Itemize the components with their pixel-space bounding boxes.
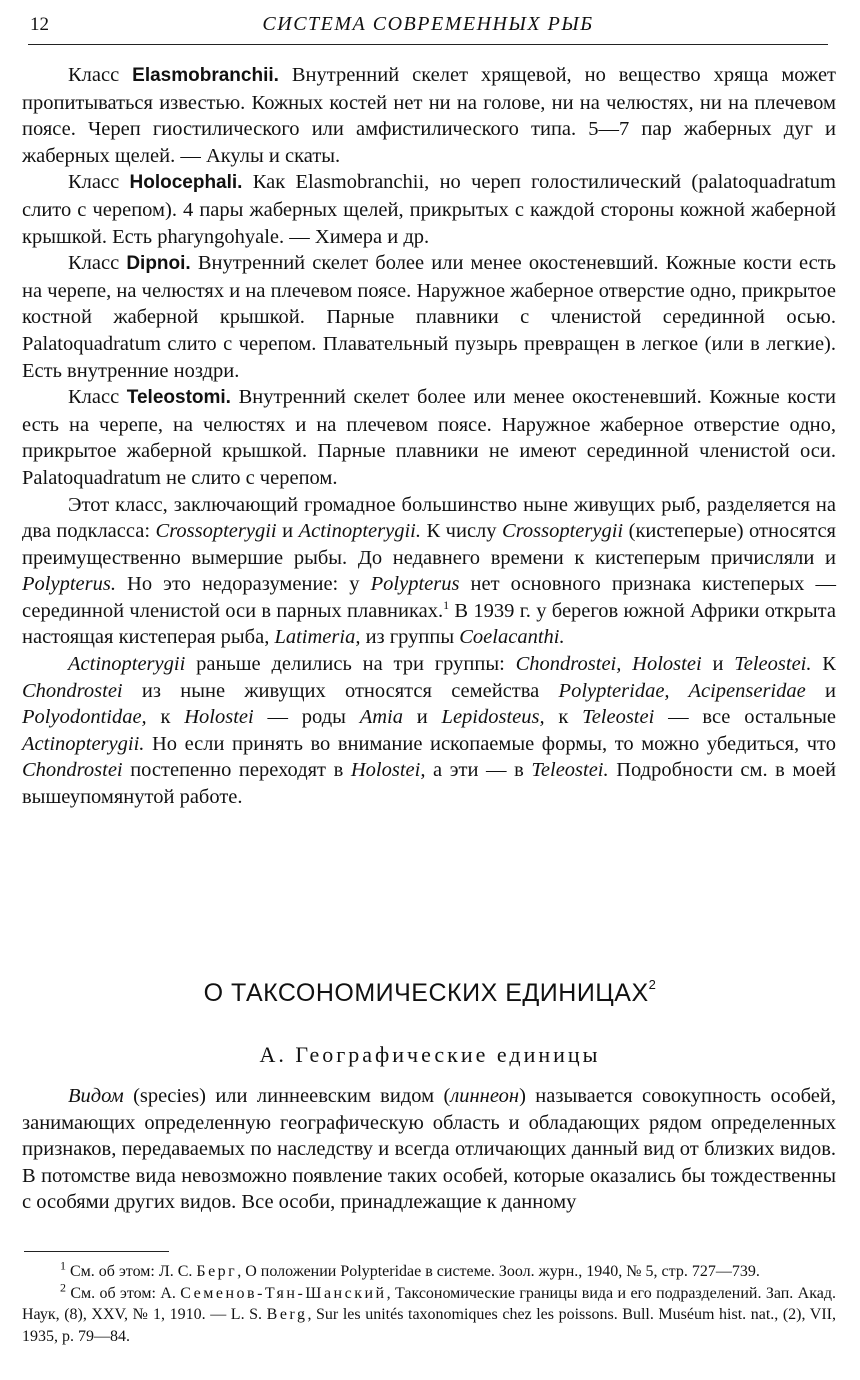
footnote-2: $^2$ См. об этом: А. Семенов-Тян-Шанский, Таксономические границы вида и его подразделений. Зап. Акад. Наук, (8), XXV, № 1, 1910. — L. S. Berg, Sur les unités taxonomiques chez les poissons. Bull. Muséum hist. nat., (2), VII, 1935, p. 79—84. <box>22 1280 837 1345</box>
footnote-1: $^1$ См. об этом: Л. С. Берг, О положении Polypteridae в системе. Зоол. журн., 1940, № 5, стр. 727—739. <box>60 1258 760 1280</box>
class-teleostomi-paragraph: Класс Teleostomi. Внутренний скелет более или менее окостеневший. Кожные кости есть на черепе, на челюстях и на плечевом поясе. Наружное жаберное отверстие одно, прикрытое жаберной крышкой. Парные плавники не имеют серединной членистой оси. Palatoquadratum не слито с черепом. <box>22 386 837 489</box>
footnote-ref[interactable]: 2 <box>648 977 657 992</box>
main-text <box>22 62 836 811</box>
class-name: Teleostomi. <box>126 387 231 409</box>
page-header <box>28 8 828 45</box>
class-name: Holocephali. <box>129 172 243 194</box>
subclasses-paragraph: Этот класс, заключающий громадное большинство ныне живущих рыб, разделяется на два подкласса: Crossopterygii и Actinopterygii. К числу Crossopterygii (кистеперые) относятся преимущественно вымершие рыбы. До недавнего времени к кистеперым причисляли и Polypterus. Но это недоразумение: у Polypterus нет основного признака кистеперых — серединной членистой оси в парных плавниках.$^1$ В 1939 г. у берегов южной Африки открыта настоящая кистеперая рыба, Latimeria, из группы Coelacanthi. <box>22 493 836 649</box>
class-name: Elasmobranchii. <box>132 65 279 86</box>
class-holocephali-paragraph: Класс Holocephali. Как Elasmobranchii, но череп голостилический (palatoquadratum слито с черепом). 4 пары жаберных щелей, прикрытых с каждой стороны кожной жаберной крышкой. Есть pharyngohyale. — Химера и др. <box>22 171 837 248</box>
species-paragraph: Видом (species) или линнеевским видом (линнеон) называется совокупность особей, занимающих определенную географическую область и обладающих рядом определенных признаков, передаваемых по наследству и всегда отличающих данный вид от близких видов. В потомстве вида невозможно появление таких особей, которые оказались бы тождественны с особями других видов. Все особи, принадлежащие к данному <box>22 1085 836 1214</box>
actinopterygii-paragraph: Actinopterygii раньше делились на три группы: Chondrostei, Holostei и Teleostei. К Chondrostei из ныне живущих относятся семейства Polypteridae, Acipenseridae и Polyodontidae, к Holostei — роды Amia и Lepidosteus, к Teleostei — все остальные Actinopterygii. Но если принять во внимание ископаемые формы, то можно убедиться, что Chondrostei постепенно переходят в Holostei, а эти — в Teleostei. Подробности см. в моей вышеупомянутой работе. <box>22 653 836 809</box>
footnotes <box>22 1258 837 1347</box>
class-elasmobranchii-paragraph: Класс Elasmobranchii. Внутренний скелет хрящевой, но вещество хряща может пропитываться известью. Кожных костей нет ни на голове, ни на челюстях, ни на плечевом поясе. Череп гиостилического или амфистилического типа. 5—7 пар жаберных дуг и жаберных щелей. — Акулы и скаты. <box>22 64 837 167</box>
running-title: СИСТЕМА СОВРЕМЕННЫХ РЫБ <box>262 13 594 35</box>
class-name: Dipnoi. <box>126 253 191 275</box>
footnote-ref[interactable]: 1 <box>443 598 450 613</box>
class-dipnoi-paragraph: Класс Dipnoi. Внутренний скелет более или менее окостеневший. Кожные кости есть на черепе, на челюстях и на плечевом поясе. Наружное жаберное отверстие одно, прикрытое костной жаберной крышкой. Парные плавники с членистой серединной осью. Palatoquadratum слито с черепом. Плавательный пузырь превращен в легкое (или в легкие). Есть внутренние ноздри. <box>22 252 837 382</box>
subsection-heading: А. Географические единицы <box>259 1042 601 1067</box>
page-number: 12 <box>30 14 49 35</box>
section-heading: О ТАКСОНОМИЧЕСКИХ ЕДИНИЦАХ$^2$ <box>203 977 657 1007</box>
footnote-divider <box>24 1251 169 1252</box>
species-definition <box>22 1083 836 1216</box>
